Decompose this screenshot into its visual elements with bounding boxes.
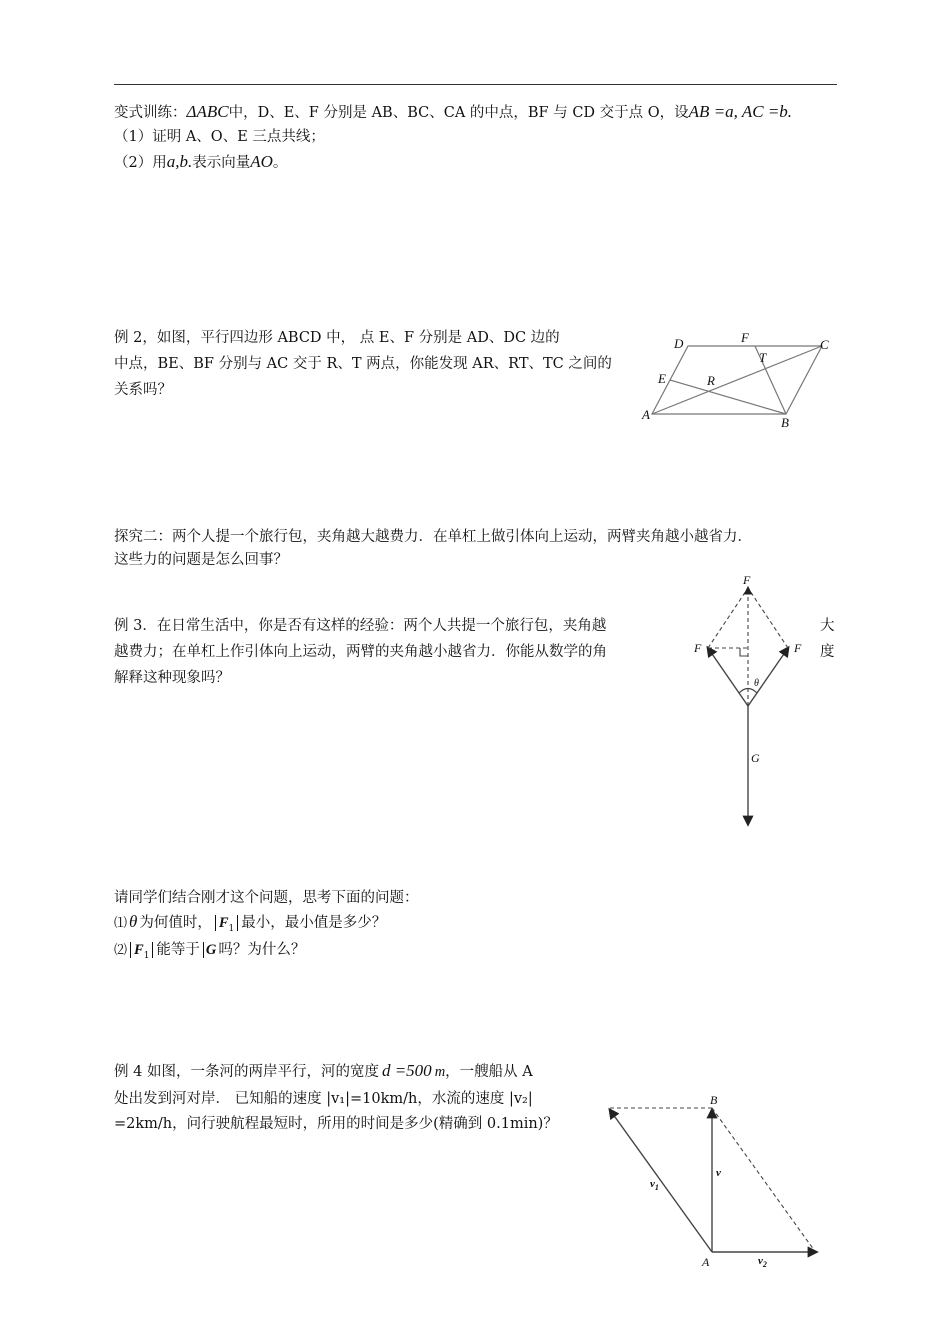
think-intro: 请同学们结合刚才这个问题，思考下面的问题： bbox=[114, 890, 419, 906]
force-left-arrow bbox=[708, 648, 748, 706]
q2-vector: AO bbox=[250, 152, 273, 171]
force-figure bbox=[680, 572, 820, 832]
dash-diagonal bbox=[712, 1108, 814, 1250]
q1-num: ⑴ bbox=[114, 915, 128, 930]
label-t: T bbox=[759, 350, 767, 365]
header-rule bbox=[114, 84, 837, 85]
label-theta: θ bbox=[754, 678, 759, 689]
ex4-line-3: =2km/h，问行驶航程最短时，所用的时间是多少(精确到 0.1min)？ bbox=[114, 1116, 558, 1132]
q1-sub: 1 bbox=[228, 923, 235, 934]
variant-label: 变式训练： bbox=[114, 105, 187, 121]
label-b-river: B bbox=[710, 1093, 718, 1107]
explore2-line-1: 探究二：两个人提一个旅行包，夹角越大越费力．在单杠上做引体向上运动，两臂夹角越小越省力． bbox=[114, 529, 752, 545]
variant-q2 bbox=[114, 152, 287, 173]
variant-q1: （1）证明 A、O、E 三点共线； bbox=[114, 129, 325, 145]
q1-abs bbox=[215, 915, 238, 934]
label-v1 bbox=[650, 1178, 659, 1192]
label-f-top: F bbox=[743, 573, 751, 587]
q2-g-abs bbox=[203, 942, 218, 958]
label-f-right: F bbox=[794, 641, 802, 655]
right-angle-mark bbox=[740, 648, 748, 656]
q2-tail: 吗？为什么？ bbox=[218, 942, 306, 958]
q1-text: 为何值时， bbox=[139, 915, 212, 931]
ex4-d-expr: d =500 bbox=[381, 1061, 432, 1080]
label-d: D bbox=[674, 336, 684, 351]
dash-left-top bbox=[708, 588, 748, 648]
q2-mid: 表示向量 bbox=[192, 155, 251, 171]
ex2-line-3: 关系吗？ bbox=[114, 382, 172, 398]
label-e: E bbox=[658, 371, 666, 386]
label-r: R bbox=[707, 373, 715, 388]
think-q2 bbox=[114, 940, 305, 966]
river-figure bbox=[600, 1092, 830, 1272]
variant-line-1 bbox=[114, 102, 792, 123]
label-f: F bbox=[741, 330, 749, 345]
ex4-line-2: 处出发到河对岸． 已知船的速度 |v₁|=10km/h，水流的速度 |v₂| bbox=[114, 1091, 533, 1107]
q2-num: ⑵ bbox=[114, 942, 128, 957]
think-q1 bbox=[114, 912, 386, 939]
triangle-symbol: ΔABC bbox=[186, 102, 229, 121]
variant-text: 中，D、E、F 分别是 AB、BC、CA 的中点，BF 与 CD 交于点 O，设 bbox=[228, 105, 689, 121]
explore2-line-2: 这些力的问题是怎么回事？ bbox=[114, 552, 288, 568]
ex4-unit: m bbox=[434, 1064, 446, 1080]
label-v: v bbox=[716, 1167, 721, 1179]
label-v1-main: v bbox=[650, 1178, 655, 1190]
label-v2-sub: 2 bbox=[762, 1260, 767, 1269]
ex2-line-2: 中点，BE、BF 分别与 AC 交于 R、T 两点，你能发现 AR、RT、TC 之间的 bbox=[114, 356, 612, 372]
ex4-post: ，一艘船从 A bbox=[445, 1064, 533, 1080]
ex3-line-1: 例 3．在日常生活中，你是否有这样的经验：两个人共提一个旅行包，夹角越 bbox=[114, 618, 607, 634]
ex3-line-3: 解释这种现象吗？ bbox=[114, 670, 230, 686]
q2-vars: a,b. bbox=[166, 152, 193, 171]
label-v1-sub: 1 bbox=[654, 1183, 659, 1192]
label-a-river: A bbox=[702, 1255, 710, 1269]
q1-f: F bbox=[218, 915, 229, 931]
ex4-line-1 bbox=[114, 1061, 533, 1082]
diagonal-ac bbox=[652, 346, 822, 414]
force-right-arrow bbox=[748, 648, 788, 706]
ex3-line-2-tail: 度 bbox=[820, 644, 835, 660]
dash-right-top bbox=[748, 588, 788, 648]
q2-mid-text: 能等于 bbox=[156, 942, 200, 958]
segment-be bbox=[670, 380, 786, 414]
q2-g: G bbox=[205, 942, 217, 958]
label-f-left: F bbox=[694, 641, 702, 655]
label-v2 bbox=[758, 1255, 767, 1269]
q1-tail: 最小，最小值是多少？ bbox=[241, 915, 387, 931]
ex3-line-2: 越费力；在单杠上作引体向上运动，两臂的夹角越小越省力．你能从数学的角 bbox=[114, 644, 607, 660]
q2-end: 。 bbox=[272, 155, 288, 171]
label-g: G bbox=[751, 751, 760, 765]
label-b: B bbox=[781, 415, 789, 430]
ex3-line-1-tail: 大 bbox=[820, 618, 835, 634]
q1-theta: θ bbox=[129, 912, 138, 931]
label-a: A bbox=[642, 407, 650, 422]
ex4-pre: 例 4 如图，一条河的两岸平行，河的宽度 bbox=[114, 1064, 379, 1080]
q2-f: F bbox=[134, 942, 144, 958]
ex2-line-1: 例 2，如图，平行四边形 ABCD 中， 点 E、F 分别是 AD、DC 边的 bbox=[114, 330, 560, 346]
q2-abs bbox=[130, 942, 153, 961]
parallelogram-figure bbox=[640, 332, 860, 432]
vector-definition: AB =a, AC =b. bbox=[688, 102, 793, 121]
q2-sub: 1 bbox=[143, 950, 150, 961]
label-v2-main: v bbox=[758, 1255, 763, 1267]
q2-prefix: （2）用 bbox=[114, 155, 167, 171]
label-c: C bbox=[820, 337, 829, 352]
velocity-v1-arrow bbox=[610, 1110, 712, 1252]
